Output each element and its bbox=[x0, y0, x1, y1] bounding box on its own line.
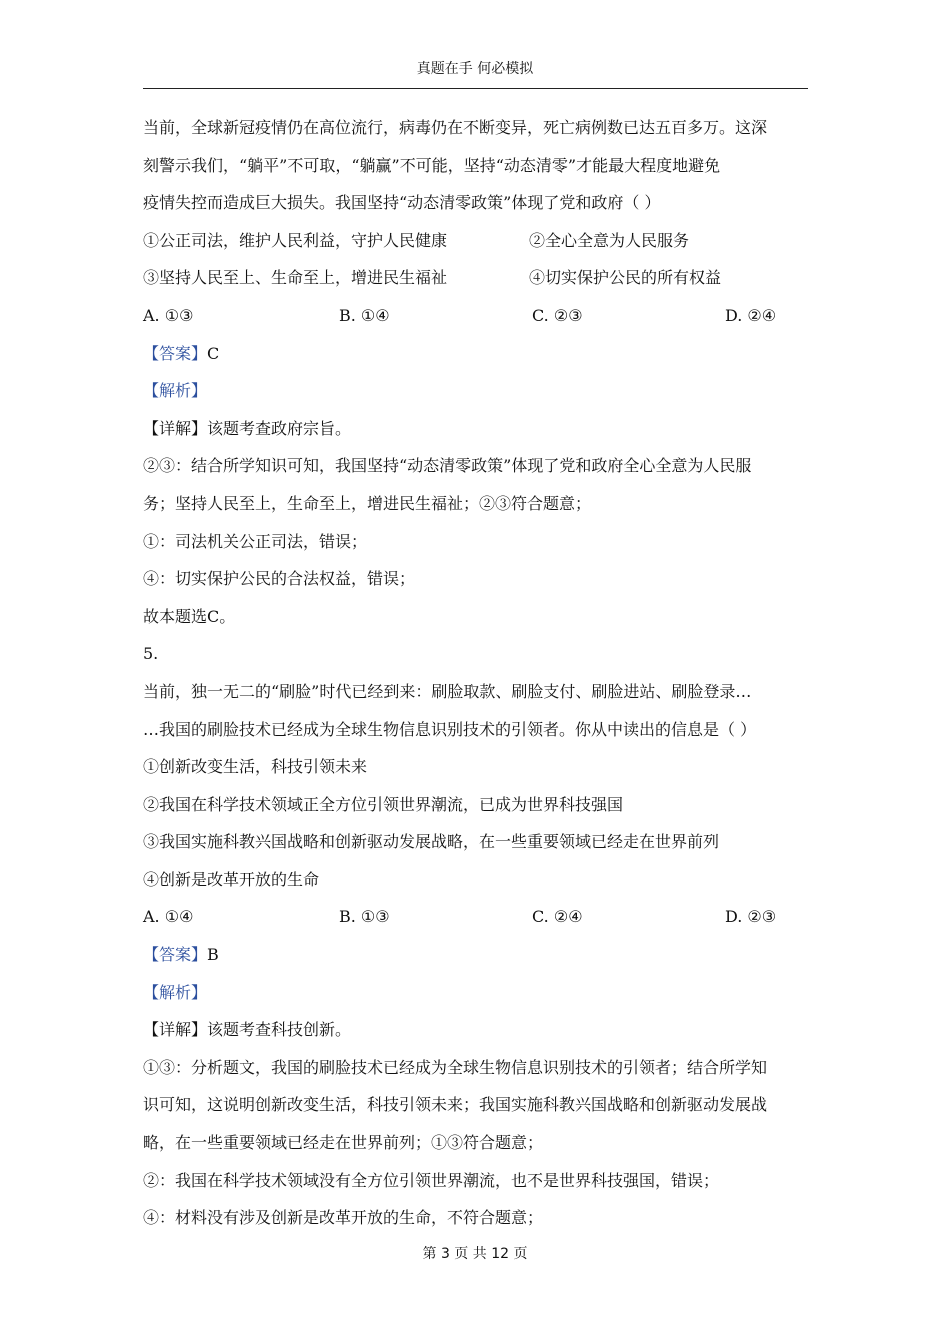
q5-explain-line: ④：材料没有涉及创新是改革开放的生命，不符合题意； bbox=[143, 1208, 544, 1228]
q4-option-d: D. ②④ bbox=[725, 305, 777, 325]
q5-item: ①创新改变生活，科技引领未来 bbox=[143, 757, 368, 777]
q4-item: ①公正司法，维护人民利益，守护人民健康 bbox=[143, 230, 448, 250]
q5-item: ②我国在科学技术领域正全方位引领世界潮流，已成为世界科技强国 bbox=[143, 794, 624, 814]
q5-option-d: D. ②③ bbox=[725, 907, 777, 927]
q4-explain-line: ①：司法机关公正司法，错误； bbox=[143, 531, 368, 551]
answer-value: C bbox=[207, 343, 220, 363]
q5-option-b: B. ①③ bbox=[339, 907, 390, 927]
q4-option-c: C. ②③ bbox=[532, 305, 583, 325]
q4-option-b: B. ①④ bbox=[339, 305, 390, 325]
q4-analysis bbox=[143, 380, 808, 418]
q4-options-row bbox=[143, 305, 808, 343]
q5-explain-line: 略，在一些重要领域已经走在世界前列；①③符合题意； bbox=[143, 1133, 544, 1153]
q4-items-row bbox=[143, 230, 808, 268]
q4-answer bbox=[143, 343, 808, 381]
answer-value: B bbox=[207, 945, 219, 965]
q4-item: ②全心全意为人民服务 bbox=[529, 230, 690, 250]
answer-label: 【答案】 bbox=[143, 945, 208, 965]
q5-item: ③我国实施科教兴国战略和创新驱动发展战略，在一些重要领域已经走在世界前列 bbox=[143, 832, 720, 852]
detail-label: 【详解】 bbox=[143, 418, 208, 438]
detail-label: 【详解】 bbox=[143, 1020, 208, 1040]
q4-stem-line: 当前，全球新冠疫情仍在高位流行，病毒仍在不断变异，死亡病例数已达五百多万。这深 bbox=[143, 118, 768, 137]
q5-option-c: C. ②④ bbox=[532, 907, 583, 927]
q4-item: ④切实保护公民的所有权益 bbox=[529, 268, 722, 288]
q5-detail bbox=[143, 1019, 808, 1057]
q4-option-a: A. ①③ bbox=[143, 305, 194, 325]
q5-stem-line: …我国的刷脸技术已经成为全球生物信息识别技术的引领者。你从中读出的信息是（ ） bbox=[143, 719, 757, 739]
analysis-label: 【解析】 bbox=[143, 982, 208, 1002]
q4-detail bbox=[143, 418, 808, 456]
q5-item: ④创新是改革开放的生命 bbox=[143, 869, 320, 889]
q4-stem-line: 疫情失控而造成巨大损失。我国坚持“动态清零政策”体现了党和政府（ ） bbox=[143, 193, 661, 213]
q5-answer bbox=[143, 944, 808, 982]
page-header: 真题在手 何必模拟 bbox=[416, 61, 534, 77]
analysis-label: 【解析】 bbox=[143, 381, 208, 401]
q5-explain-line: ②：我国在科学技术领域没有全方位引领世界潮流，也不是世界科技强国，错误； bbox=[143, 1170, 720, 1190]
q5-number: 5. bbox=[143, 644, 159, 664]
q5-option-a: A. ①④ bbox=[143, 907, 194, 927]
header-divider bbox=[143, 88, 808, 89]
q4-explain-line: ④：切实保护公民的合法权益，错误； bbox=[143, 569, 416, 589]
q5-analysis bbox=[143, 982, 808, 1020]
detail-text: 该题考查科技创新。 bbox=[207, 1020, 352, 1040]
page-footer: 第 3 页 共 12 页 bbox=[422, 1246, 528, 1262]
q4-explain-line: 故本题选C。 bbox=[143, 606, 236, 626]
q5-stem-line: 当前，独一无二的“刷脸”时代已经到来：刷脸取款、刷脸支付、刷脸进站、刷脸登录… bbox=[143, 681, 752, 701]
q5-explain-line: 识可知，这说明创新改变生活，科技引领未来；我国实施科教兴国战略和创新驱动发展战 bbox=[143, 1095, 768, 1115]
q5-options-row bbox=[143, 906, 808, 944]
q4-explain-line: 务；坚持人民至上，生命至上，增进民生福祉；②③符合题意； bbox=[143, 493, 592, 513]
q4-stem-line: 刻警示我们，“躺平”不可取，“躺赢”不可能，坚持“动态清零”才能最大程度地避免 bbox=[143, 155, 721, 175]
q4-item: ③坚持人民至上、生命至上，增进民生福祉 bbox=[143, 268, 448, 288]
q4-explain-line: ②③：结合所学知识可知，我国坚持“动态清零政策”体现了党和政府全心全意为人民服 bbox=[143, 456, 752, 476]
detail-text: 该题考查政府宗旨。 bbox=[207, 418, 352, 438]
q5-explain-line: ①③：分析题文，我国的刷脸技术已经成为全球生物信息识别技术的引领者；结合所学知 bbox=[143, 1057, 768, 1077]
q4-items-row bbox=[143, 267, 808, 305]
answer-label: 【答案】 bbox=[143, 343, 208, 363]
page-content bbox=[143, 117, 808, 1245]
